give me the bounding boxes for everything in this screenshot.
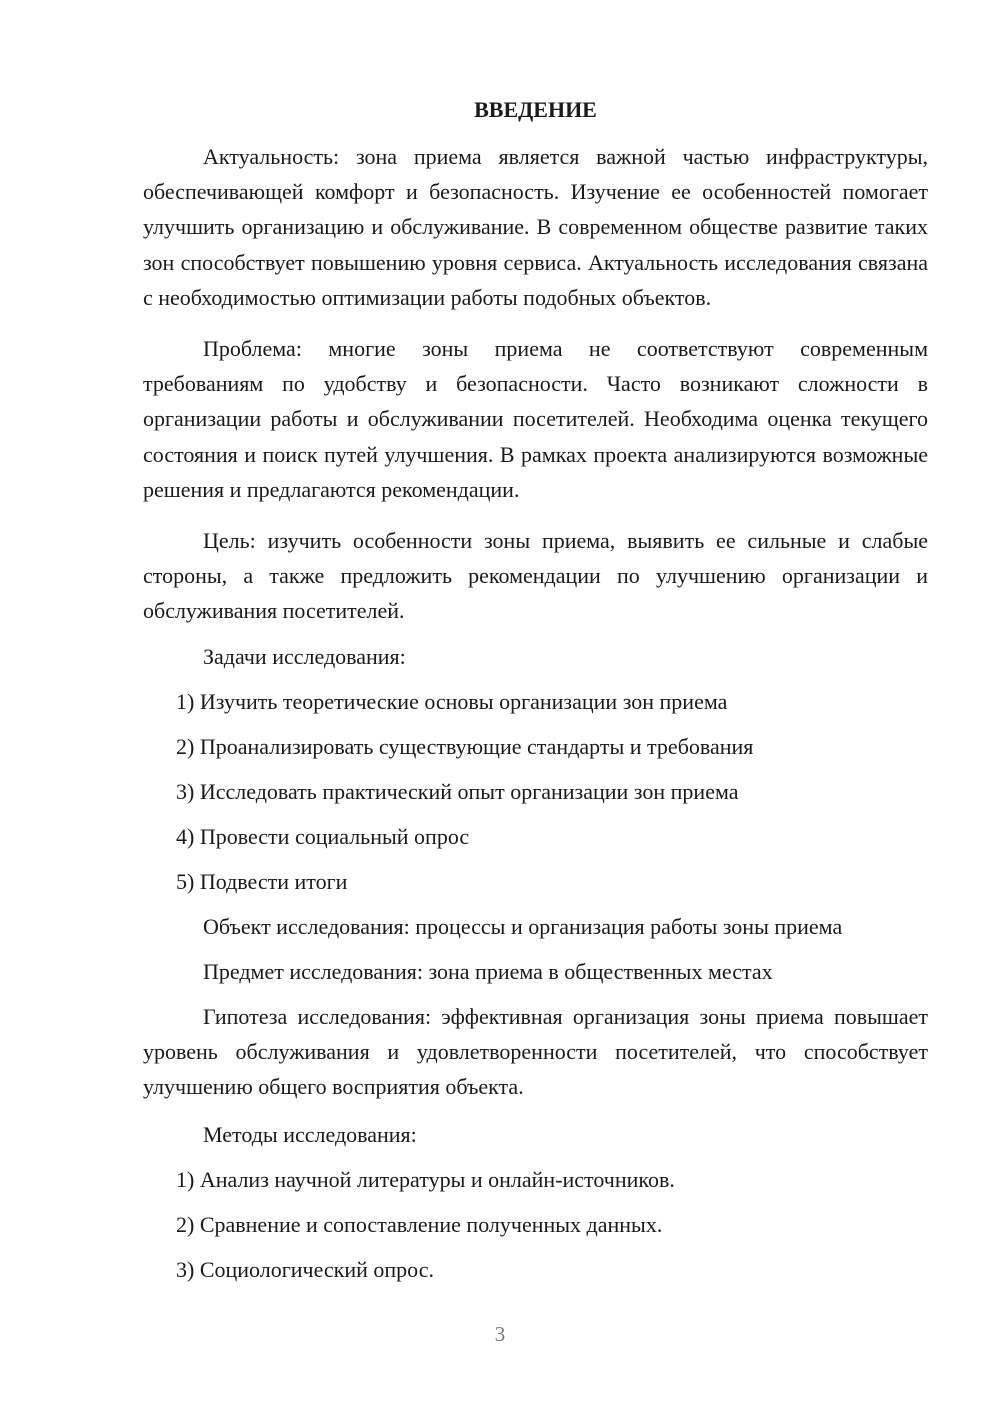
tasks-list [143,684,928,899]
list-item: 4) Провести социальный опрос [176,823,470,849]
paragraph-hypothesis: Гипотеза исследования: эффективная организация зоны приема повышает уровень обслуживания и удовлетворенности посетителей, что способствует улучшению общего восприятия объекта. [143,1003,928,1100]
paragraph-problem: Проблема: многие зоны приема не соответствуют современным требованиям по удобству и безопасности. Часто возникают сложности в организации работы и обслуживании посетителей. Необходима оценка текущего состояния и поиск путей улучшения. В рамках проекта анализируются возможные решения и предлагаются рекомендации. [143,336,928,502]
list-item: 1) Анализ научной литературы и онлайн-источников. [176,1167,675,1193]
research-object: Объект исследования: процессы и организация работы зоны приема [203,913,843,939]
paragraph-goal: Цель: изучить особенности зоны приема, выявить ее сильные и слабые стороны, а также предложить рекомендации по улучшению организации и обслуживания посетителей. [143,528,928,624]
page-content [143,92,928,1297]
methods-heading: Методы исследования: [203,1122,417,1148]
research-subject: Предмет исследования: зона приема в общественных местах [203,958,773,984]
list-item: 3) Социологический опрос. [176,1257,434,1283]
list-item: 1) Изучить теоретические основы организации зон приема [176,688,728,714]
tasks-heading: Задачи исследования: [203,643,406,669]
list-item: 5) Подвести итоги [176,868,348,894]
list-item: 2) Сравнение и сопоставление полученных данных. [176,1212,663,1238]
methods-list [143,1162,928,1287]
page-title: ВВЕДЕНИЕ [474,97,597,122]
list-item: 3) Исследовать практический опыт организации зон приема [176,778,739,804]
paragraph-actuality: Актуальность: зона приема является важной частью инфраструктуры, обеспечивающей комфорт и безопасность. Изучение ее особенностей помогает улучшить организацию и обслуживание. В современном обществе развитие таких зон способствует повышению уровня сервиса. Актуальность исследования связана с необходимостью оптимизации работы подобных объектов. [143,144,928,310]
page-number: 3 [494,1322,506,1346]
list-item: 2) Проанализировать существующие стандарты и требования [176,733,754,759]
